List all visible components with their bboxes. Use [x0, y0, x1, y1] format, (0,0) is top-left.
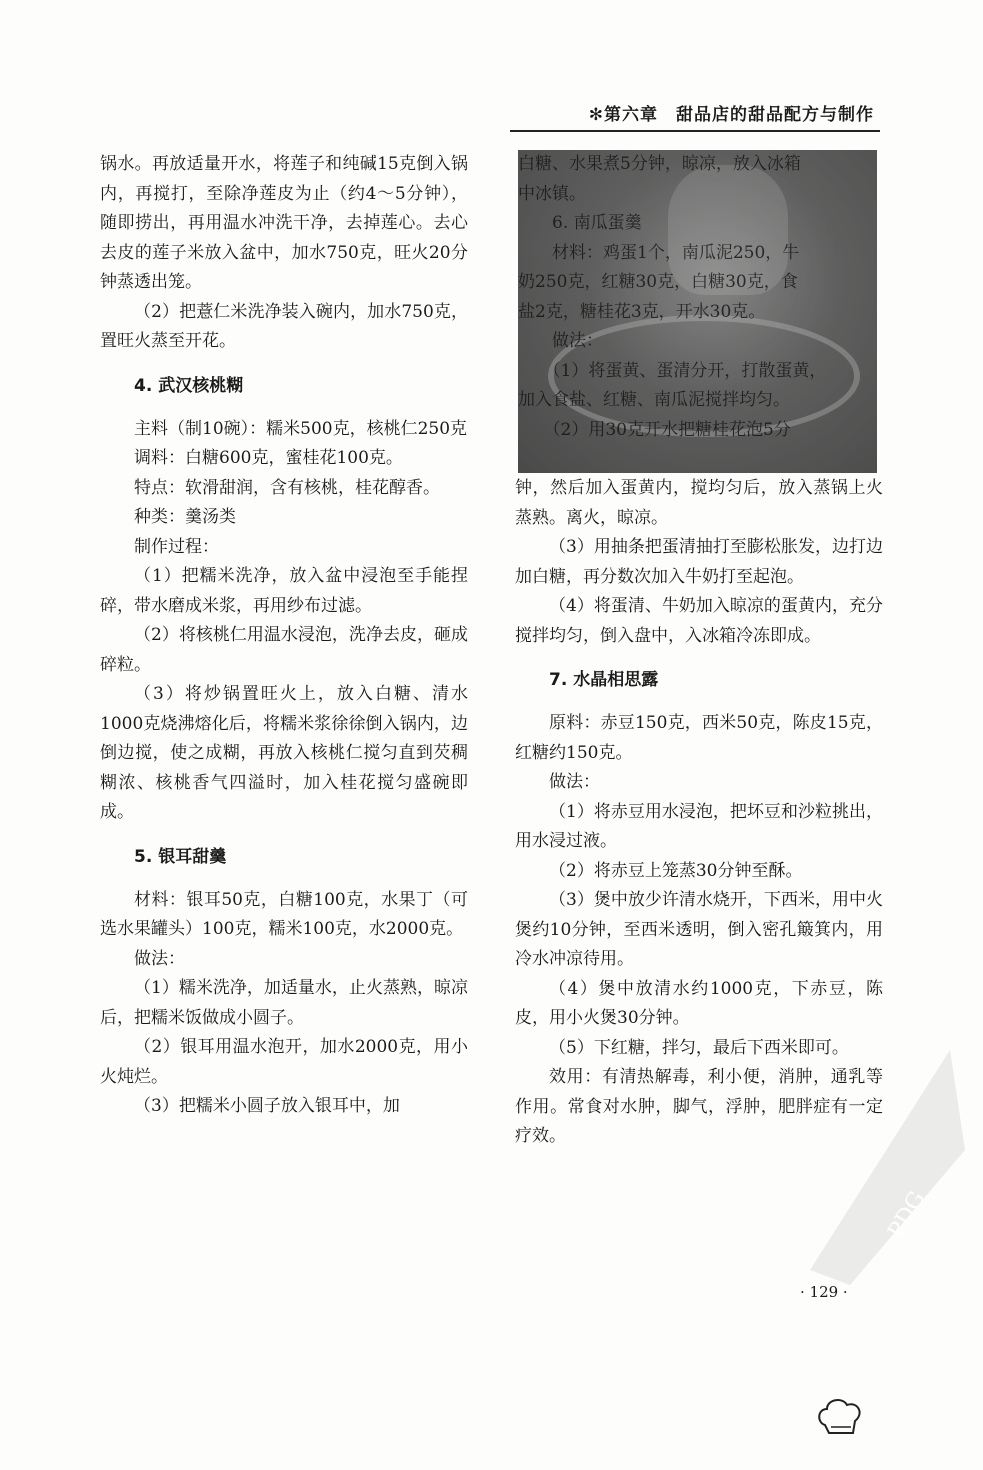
photo-text-line: 盐2克，糖桂花3克，开水30克。: [518, 301, 766, 322]
photo-text-line: 6. 南瓜蛋羹: [518, 213, 642, 233]
header-rule: [510, 130, 880, 132]
watermark-stamp: [790, 1010, 970, 1290]
chapter-title: ✻第六章 甜品店的甜品配方与制作: [588, 105, 874, 125]
paragraph: 调料：白糖600克，蜜桂花100克。: [134, 448, 403, 468]
photo-text-line: 中冰镇。: [518, 183, 586, 204]
photo-text-line: 白糖、水果煮5分钟，晾凉，放入冰箱: [518, 154, 801, 174]
photo-text-line: 奶250克，红糖30克，白糖30克，食: [518, 272, 798, 292]
paragraph: （3）把糯米小圆子放入银耳中，加: [134, 1096, 400, 1116]
paragraph: （1）将赤豆用水浸泡，把坏豆和沙粒挑出，用水浸过液。: [515, 801, 883, 851]
paragraph: 效用：有清热解毒，利小便，消肿，通乳等作用。常食对水肿，脚气，浮肿，肥胖症有一定疗效。: [515, 1067, 883, 1146]
photo-text-line: 材料：鸡蛋1个，南瓜泥250，牛: [518, 242, 800, 263]
paragraph: 材料：银耳50克，白糖100克，水果丁（可选水果罐头）100克，糯米100克，水2000克。: [100, 889, 468, 939]
chef-hat-logo-icon: [815, 1395, 865, 1440]
paragraph: （1）把糯米洗净，放入盆中浸泡至手能捏碎，带水磨成米浆，再用纱布过滤。: [100, 566, 468, 616]
paragraph: （4）将蛋清、牛奶加入晾凉的蛋黄内，充分搅拌均匀，倒入盘中，入冰箱冷冻即成。: [515, 596, 883, 646]
section-heading: 7. 水晶相思露: [549, 670, 659, 690]
section-heading: 4. 武汉核桃糊: [134, 375, 244, 396]
paragraph: （2）银耳用温水泡开，加水2000克，用小火炖烂。: [100, 1037, 468, 1087]
paragraph: （3）煲中放少许清水烧开，下西米，用中火煲约10分钟，至西米透明，倒入密孔簸箕内，用冷水冲凉待用。: [515, 890, 883, 969]
paragraph: （2）把薏仁米洗净装入碗内，加水750克，置旺火蒸至开花。: [100, 301, 468, 351]
paragraph: 制作过程：: [134, 536, 219, 557]
page-number: · 129 ·: [800, 1283, 848, 1301]
paragraph: 原料：赤豆150克，西米50克，陈皮15克，红糖约150克。: [515, 713, 883, 763]
paragraph: （1）糯米洗净，加适量水，止火蒸熟，晾凉后，把糯米饭做成小圆子。: [100, 978, 468, 1028]
watermark-text: PDG: [883, 1187, 931, 1243]
paragraph: （4）煲中放清水约1000克，下赤豆，陈皮，用小火煲30分钟。: [515, 978, 883, 1028]
paragraph: 特点：软滑甜润，含有核桃，桂花醇香。: [134, 477, 440, 498]
photo-text-line: 做法：: [518, 331, 603, 351]
paragraph: （2）将核桃仁用温水浸泡，洗净去皮，砸成碎粒。: [100, 625, 468, 675]
photo-text-line: 加入食盐、红糖、南瓜泥搅拌均匀。: [518, 390, 790, 410]
paragraph: 钟，然后加入蛋黄内，搅均匀后，放入蒸锅上火蒸熟。离火，晾凉。: [515, 478, 883, 528]
paragraph: （3）用抽条把蛋清抽打至膨松胀发，边打边加白糖，再分数次加入牛奶打至起泡。: [515, 537, 883, 587]
paragraph: 锅水。再放适量开水，将莲子和纯碱15克倒入锅内，再搅打，至除净莲皮为止（约4～5分钟），随即捞出，再用温水冲洗干净，去掉莲心。去心去皮的莲子米放入盆中，加水750克，旺火20分钟蒸透出笼。: [100, 154, 468, 292]
section-heading: 5. 银耳甜羹: [134, 846, 227, 867]
photo-text-line: （2）用30克开水把糖桂花泡5分: [518, 419, 791, 440]
running-header: [510, 98, 880, 132]
paragraph: 主料（制10碗）：糯米500克，核桃仁250克: [134, 418, 468, 439]
photo-text-line: （1）将蛋黄、蛋清分开，打散蛋黄，: [518, 360, 827, 381]
paragraph: （2）将赤豆上笼蒸30分钟至酥。: [549, 860, 803, 881]
paragraph: 种类：羹汤类: [134, 507, 236, 527]
paragraph: （5）下红糖，拌匀，最后下西米即可。: [549, 1037, 849, 1058]
photo-overlay-text: [518, 150, 877, 445]
paragraph: （3）将炒锅置旺火上，放入白糖、清水1000克烧沸熔化后，将糯米浆徐徐倒入锅内，边倒边搅，使之成糊，再放入核桃仁搅匀直到芡稠糊浓、核桃香气四溢时，加入桂花搅匀盛碗即成。: [100, 684, 468, 822]
paragraph: 做法：: [549, 772, 600, 792]
left-column: [100, 150, 468, 1122]
paragraph: 做法：: [134, 948, 185, 969]
